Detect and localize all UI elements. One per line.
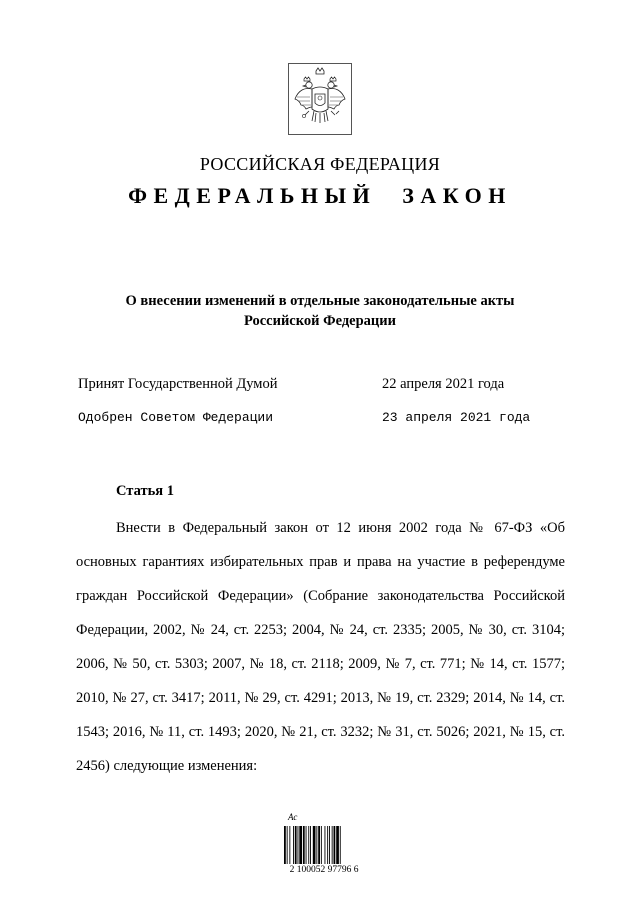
barcode-bar	[287, 826, 288, 864]
barcode-bar	[308, 826, 309, 864]
barcode-digits: 2 100052 97796 6	[289, 865, 359, 875]
barcode-bar	[295, 826, 297, 864]
article-body: Внести в Федеральный закон от 12 июня 2002 года № 67-ФЗ «Об основных гарантиях избирательных прав и права на участие в референдуме граждан Российской Федерации» (Собрание законодательства Российской Федерации, 2002, № 24, ст. 2253; 2004, № 24, ст. 2335; 2005, № 30, ст. 3104; 2006, № 50, ст. 5303; 2007, № 18, ст. 2118; 2009, № 7, ст. 771; № 14, ст. 1577; 2010, № 27, ст. 3417; 2011, № 29, ст. 4291; 2013, № 19, ст. 2329; 2014, № 14, ст. 1543; 2016, № 11, ст. 1493; 2020, № 21, ст. 3232; № 31, ст. 5026; 2021, № 15, ст. 2456) следующие изменения:	[76, 520, 565, 774]
barcode-bar	[303, 826, 305, 864]
barcode-bar	[316, 826, 317, 864]
country-name: РОССИЙСКАЯ ФЕДЕРАЦИЯ	[199, 154, 441, 174]
sovet-date: 23 апреля 2021 года	[382, 410, 531, 425]
article-title: Статья 1	[116, 483, 174, 499]
law-subject-line-1: О внесении изменений в отдельные законодательные акты	[125, 293, 515, 309]
barcode-bar	[325, 826, 326, 864]
barcode-bar	[299, 826, 302, 864]
barcode-bar	[313, 826, 316, 864]
barcode-bar	[329, 826, 330, 864]
law-subject-line-2: Российской Федерации	[243, 313, 396, 329]
law-subject	[80, 291, 560, 331]
coat-of-arms-icon	[292, 67, 348, 131]
barcode-bar	[310, 826, 311, 864]
sovet-label: Одобрен Советом Федерации	[78, 410, 274, 425]
barcode-bar	[289, 826, 290, 864]
barcode-bar	[284, 826, 286, 864]
barcode-bar	[298, 826, 299, 864]
barcode-bar	[327, 826, 328, 864]
duma-label: Принят Государственной Думой	[78, 376, 278, 392]
duma-date: 22 апреля 2021 года	[382, 376, 505, 392]
coat-of-arms-frame	[288, 63, 352, 135]
barcode-bar	[332, 826, 333, 864]
registration-mark: Ас	[288, 812, 298, 822]
barcode-bar	[318, 826, 320, 864]
law-type-heading: ФЕДЕРАЛЬНЫЙ ЗАКОН	[128, 183, 512, 208]
barcode-bar	[321, 826, 322, 864]
barcode-bar	[336, 826, 339, 864]
barcode-block	[282, 812, 366, 882]
barcode-icon	[282, 826, 366, 864]
barcode-bar	[293, 826, 294, 864]
barcode-bar	[334, 826, 336, 864]
barcode-bar	[340, 826, 341, 864]
barcode-bar	[306, 826, 307, 864]
